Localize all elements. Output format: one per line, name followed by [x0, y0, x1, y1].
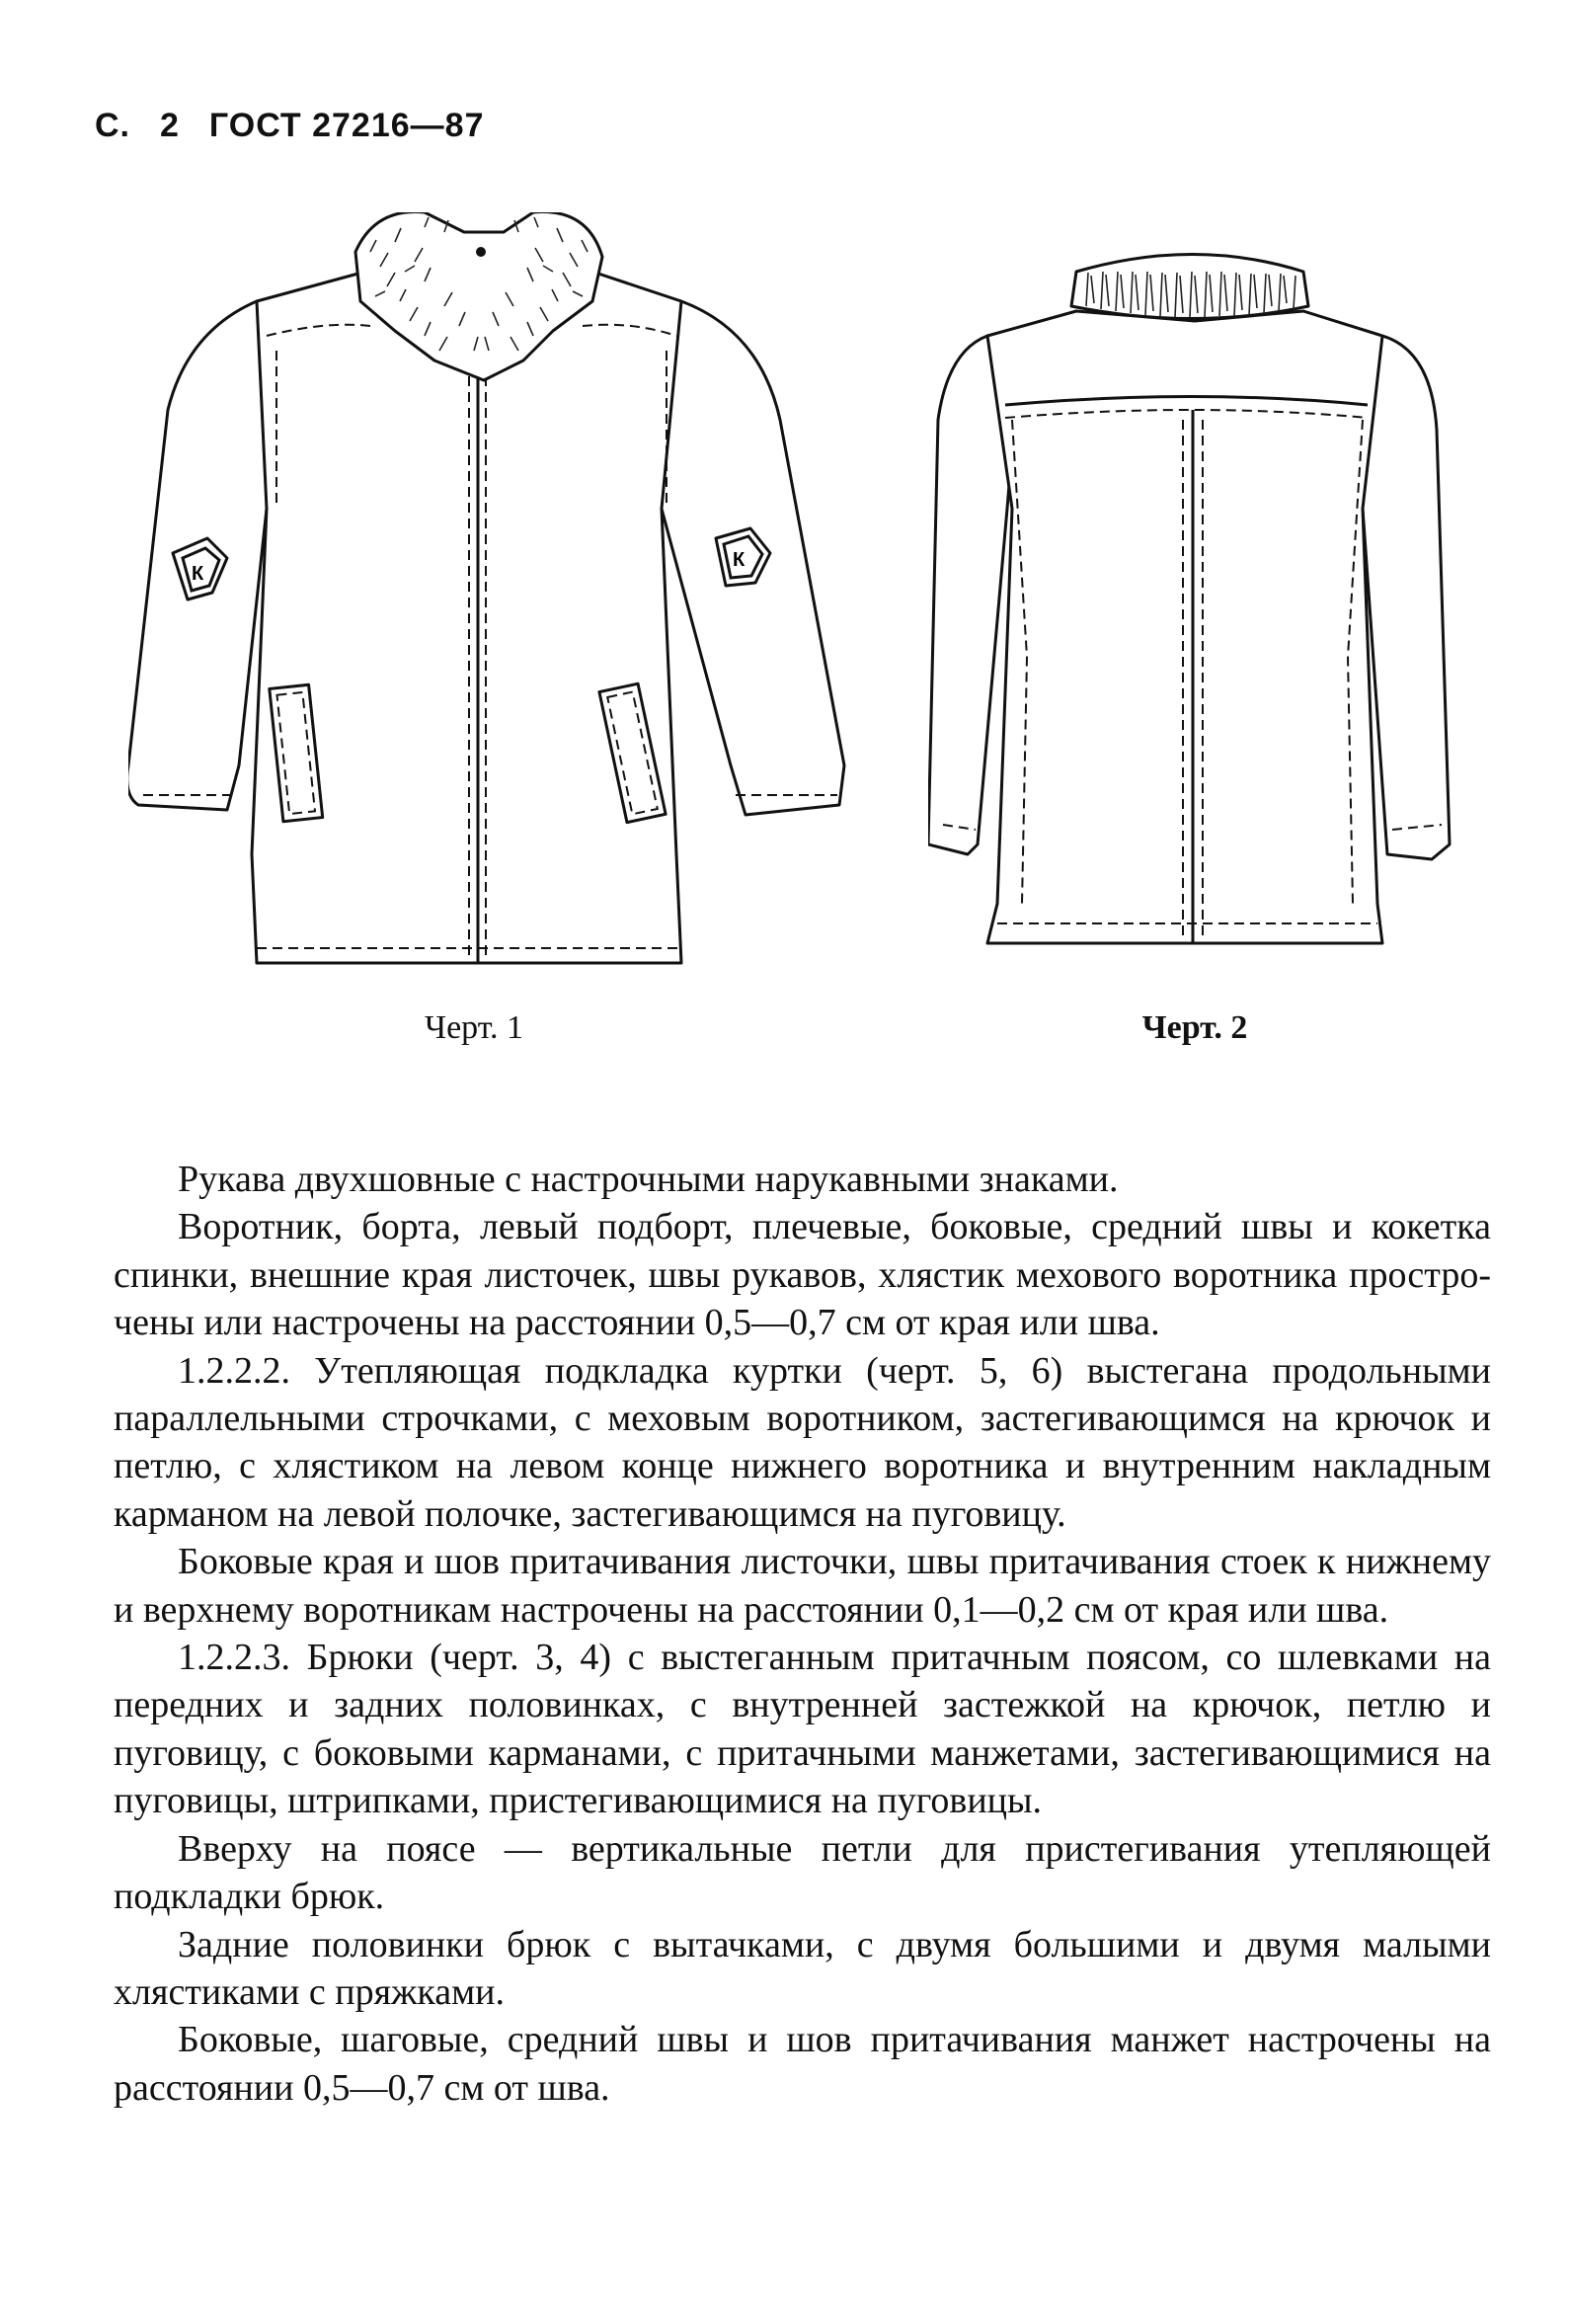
paragraph: Рукава двухшовные с настрочными нарукавными знаками. — [178, 1159, 1119, 1200]
paragraph: Вверху на поясе — вертикальные петли для пристегивания утепляющей подкладки брюк. — [114, 1827, 1491, 1918]
sleeve-badge-letter-left: К — [192, 563, 204, 585]
paragraph: 1.2.2.3. Брюки (черт. 3, 4) с выстеганным притачным поясом, со шлевками на передних и задних половинках, с внутренней застежкой на крючок, петлю и пуговицу, с боковыми карманами, с притачными манжетами, застегивающимися на пуговицы, штрипками, пристегивающимися на пуговицы. — [114, 1637, 1491, 1822]
body-text — [114, 1156, 1491, 2112]
sleeve-badge-letter-right: К — [733, 549, 746, 571]
page-number: 2 — [160, 107, 180, 144]
caption-figure-2: Черт. 2 — [1141, 1009, 1248, 1046]
paragraph: Воротник, борта, левый подборт, плечевые, боковые, средний швы и кокетка спинки, внешние края листочек, швы рукавов, хлястик мехового воротника прострочены или настрочены на расстоянии 0,5—0,7 см от края или шва. — [114, 1206, 1491, 1344]
page-header — [95, 107, 484, 145]
standard-code: ГОСТ 27216—87 — [208, 107, 485, 144]
figure-jacket-back — [928, 212, 1461, 1002]
paragraph: Задние половинки брюк с вытачками, с двумя большими и двумя малыми хлястиками с пряжками. — [114, 1923, 1491, 2013]
paragraph: Боковые края и шов притачивания листочки, швы притачивания стоек к нижнему и верхнему воротникам настрочены на расстоянии 0,1—0,2 см от края или шва. — [114, 1541, 1491, 1631]
paragraph: Боковые, шаговые, средний швы и шов притачивания манжет настрочены на расстоянии 0,5—0,7 см от шва. — [114, 2019, 1491, 2109]
figure-jacket-front — [128, 212, 859, 1002]
paragraph: 1.2.2.2. Утепляющая подкладка куртки (черт. 5, 6) выстегана продольными параллельными строчками, с меховым воротником, застегивающимся на крючок и петлю, с хлястиком на левом конце нижнего воротника и внутренним накладным карманом на левой полочке, застегивающимся на пуговицу. — [114, 1349, 1491, 1535]
caption-figure-1: Черт. 1 — [424, 1009, 524, 1046]
page-prefix: С. — [95, 107, 130, 144]
